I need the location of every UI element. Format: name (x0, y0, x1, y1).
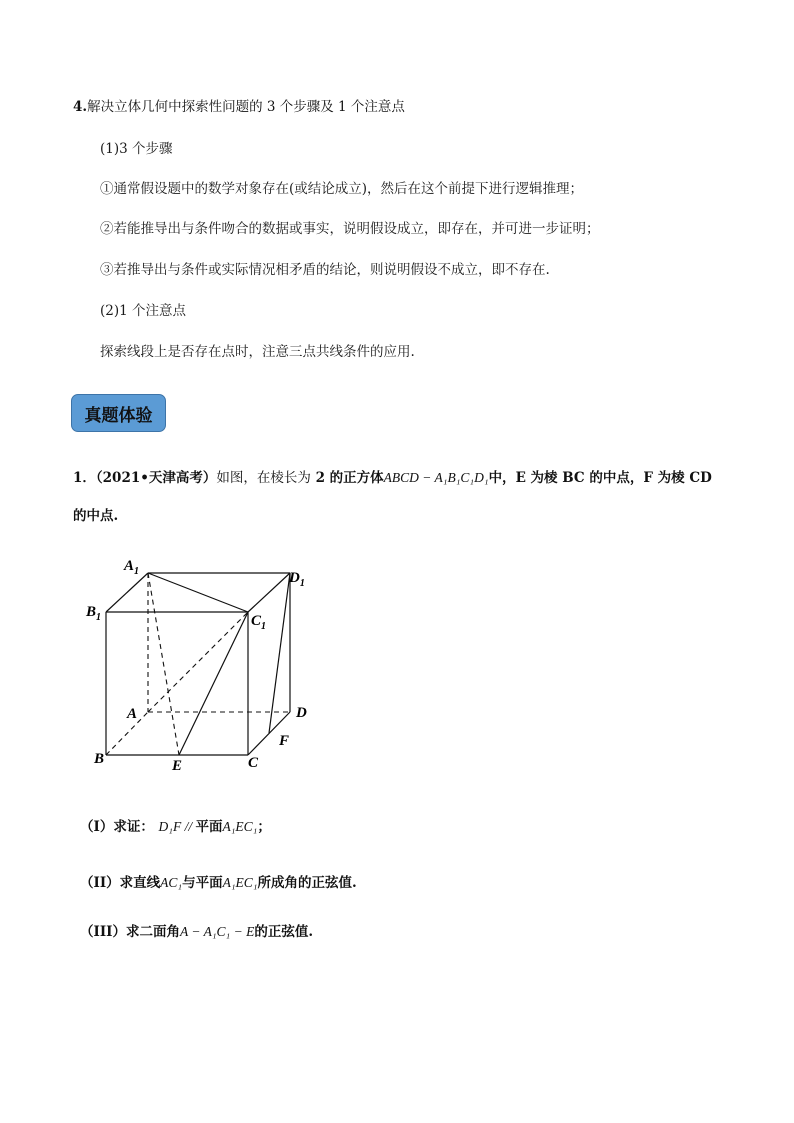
section-badge: 真题体验 (71, 394, 166, 432)
label-A: A (127, 706, 138, 722)
label-B: B (94, 751, 105, 767)
label-C1: $C_1$ (251, 613, 267, 632)
label-A1: $A_1$ (124, 558, 140, 577)
note-text: 探索线段上是否存在点时，注意三点共线条件的应用. (100, 344, 415, 360)
part-2: （II）求直线AC₁与平面A₁EC₁所成角的正弦值. (80, 875, 357, 891)
edge-d1c1 (248, 573, 290, 612)
hidden-segment-a1e (148, 573, 179, 755)
label-D: D (296, 705, 307, 721)
part-1: （I）求证： D₁F // 平面A₁EC₁； (80, 819, 271, 835)
segment-c1e (179, 612, 248, 755)
subheading-note: (2)1 个注意点 (100, 303, 187, 319)
step-2: ②若能推导出与条件吻合的数据或事实，说明假设成立，即存在，并可进一步证明； (100, 221, 600, 237)
segment-a1c1 (148, 573, 248, 612)
step-3: ③若推导出与条件或实际情况相矛盾的结论，则说明假设不成立，即不存在. (100, 262, 550, 278)
cube-figure (80, 550, 320, 780)
part-3: （III）求二面角A − A₁C₁ − E的正弦值. (80, 924, 314, 940)
subheading-steps: (1)3 个步骤 (100, 141, 173, 157)
step-1: ①通常假设题中的数学对象存在(或结论成立)，然后在这个前提下进行逻辑推理； (100, 181, 584, 197)
section-heading: 4.解决立体几何中探索性问题的 3 个步骤及 1 个注意点 (73, 99, 405, 115)
label-D1: $D_1$ (289, 570, 305, 589)
label-E: E (172, 758, 183, 774)
label-F: F (279, 733, 290, 749)
problem-statement-line2: 的中点. (73, 508, 119, 524)
problem-statement: 1．（2021•天津高考）如图，在棱长为 2 的正方体ABCD − A₁B₁C₁D₁中，E 为棱 BC 的中点，F 为棱 CD (73, 470, 712, 486)
edge-b1a1 (106, 573, 148, 612)
segment-d1f (269, 573, 290, 733)
label-C: C (248, 755, 259, 771)
label-B1: $B_1$ (86, 604, 102, 623)
